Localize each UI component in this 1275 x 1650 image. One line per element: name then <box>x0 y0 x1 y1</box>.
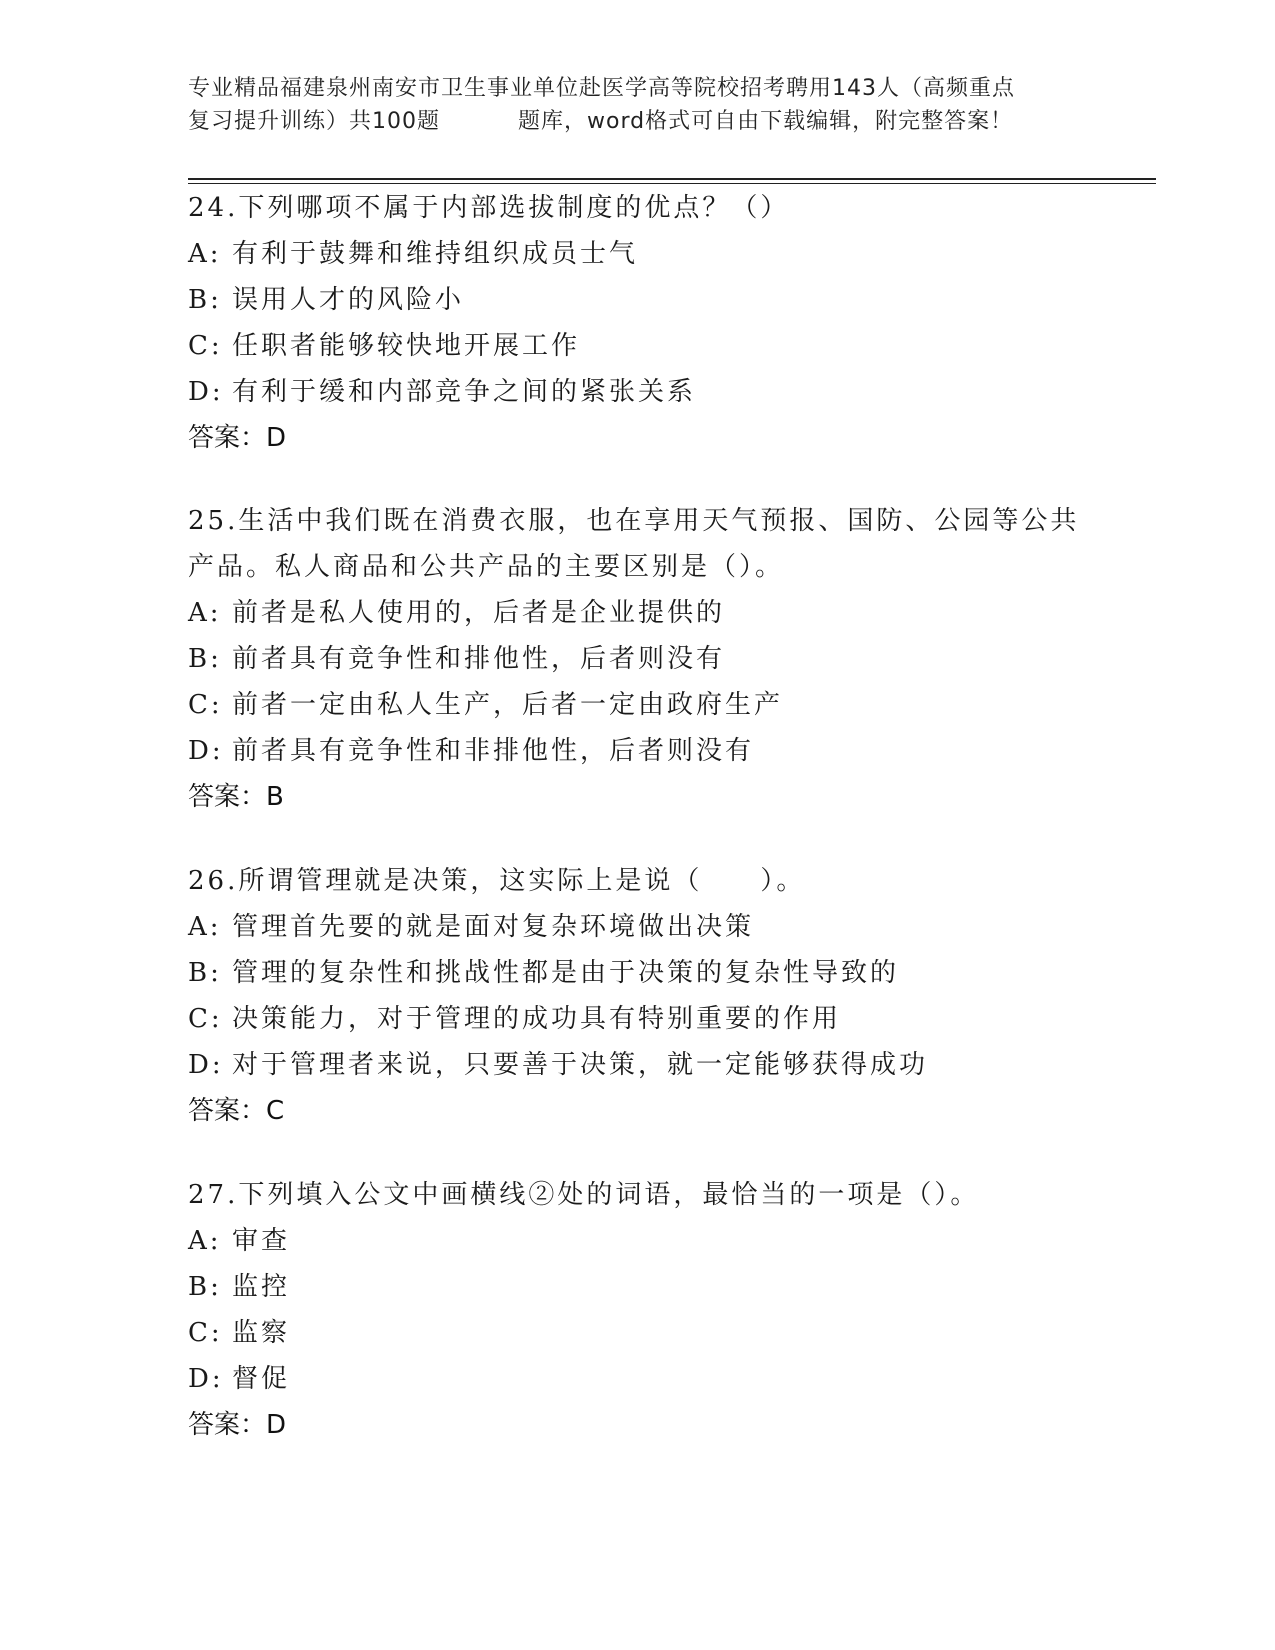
option-text: 督促 <box>232 1364 291 1394</box>
option-text: 管理的复杂性和挑战性都是由于决策的复杂性导致的 <box>232 958 900 988</box>
question-text: 27.下列填入公文中画横线②处的词语，最恰当的一项是（）。 <box>188 1180 980 1210</box>
option-text: 对于管理者来说，只要善于决策，就一定能够获得成功 <box>232 1050 929 1080</box>
option-d <box>188 1356 1088 1402</box>
option-letter: D: <box>188 736 224 766</box>
option-text: 前者是私人使用的，后者是企业提供的 <box>232 598 726 628</box>
option-letter: B: <box>188 285 222 315</box>
option-letter: A: <box>188 598 222 628</box>
header-divider-thick <box>188 178 1156 180</box>
option-d <box>188 1042 1088 1088</box>
question-26 <box>188 858 1088 1134</box>
option-letter: A: <box>188 239 222 269</box>
answer: 答案：B <box>188 782 284 812</box>
question-text: 26.所谓管理就是决策，这实际上是说（ ）。 <box>188 866 806 896</box>
option-text: 前者具有竞争性和排他性，后者则没有 <box>232 644 726 674</box>
option-text: 审查 <box>232 1226 291 1256</box>
question-text: 25.生活中我们既在消费衣服，也在享用天气预报、国防、公园等公共产品。私人商品和公共产品的主要区别是（）。 <box>188 506 1080 582</box>
option-d <box>188 369 1088 415</box>
question-text: 24.下列哪项不属于内部选拔制度的优点？（） <box>188 193 790 223</box>
option-letter: D: <box>188 1364 224 1394</box>
option-b <box>188 636 1088 682</box>
option-letter: B: <box>188 958 222 988</box>
answer: 答案：C <box>188 1096 285 1126</box>
option-text: 决策能力，对于管理的成功具有特别重要的作用 <box>232 1004 842 1034</box>
option-text: 任职者能够较快地开展工作 <box>232 331 581 361</box>
header-divider-thin <box>188 183 1156 184</box>
question-24 <box>188 185 1088 461</box>
option-text: 有利于鼓舞和维持组织成员士气 <box>232 239 639 269</box>
option-letter: C: <box>188 690 223 720</box>
option-letter: C: <box>188 1318 223 1348</box>
option-text: 有利于缓和内部竞争之间的紧张关系 <box>232 377 697 407</box>
option-text: 监控 <box>232 1272 291 1302</box>
option-letter: B: <box>188 1272 222 1302</box>
option-letter: D: <box>188 1050 224 1080</box>
document-header <box>188 72 1088 138</box>
option-c <box>188 323 1088 369</box>
option-letter: A: <box>188 1226 222 1256</box>
question-27 <box>188 1172 1088 1448</box>
option-letter: B: <box>188 644 222 674</box>
option-d <box>188 728 1088 774</box>
header-line-1: 专业精品福建泉州南安市卫生事业单位赴医学高等院校招考聘用143人（高频重点 <box>188 76 1015 101</box>
option-c <box>188 996 1088 1042</box>
option-text: 监察 <box>232 1318 291 1348</box>
option-letter: C: <box>188 331 223 361</box>
option-b <box>188 1264 1088 1310</box>
option-letter: D: <box>188 377 224 407</box>
answer: 答案：D <box>188 1410 287 1440</box>
option-text: 误用人才的风险小 <box>232 285 465 315</box>
option-text: 前者具有竞争性和非排他性，后者则没有 <box>232 736 755 766</box>
option-letter: A: <box>188 912 222 942</box>
option-a <box>188 231 1088 277</box>
option-text: 前者一定由私人生产，后者一定由政府生产 <box>232 690 784 720</box>
header-line-2-start: 复习提升训练）共100题 <box>188 109 440 134</box>
option-b <box>188 950 1088 996</box>
header-line-2-end: 题库，word格式可自由下载编辑，附完整答案！ <box>518 109 1014 134</box>
option-c <box>188 1310 1088 1356</box>
option-c <box>188 682 1088 728</box>
option-text: 管理首先要的就是面对复杂环境做出决策 <box>232 912 755 942</box>
option-a <box>188 1218 1088 1264</box>
answer: 答案：D <box>188 423 287 453</box>
option-a <box>188 590 1088 636</box>
option-b <box>188 277 1088 323</box>
header-line-2 <box>188 105 1088 138</box>
option-a <box>188 904 1088 950</box>
option-letter: C: <box>188 1004 223 1034</box>
question-25 <box>188 498 1088 820</box>
